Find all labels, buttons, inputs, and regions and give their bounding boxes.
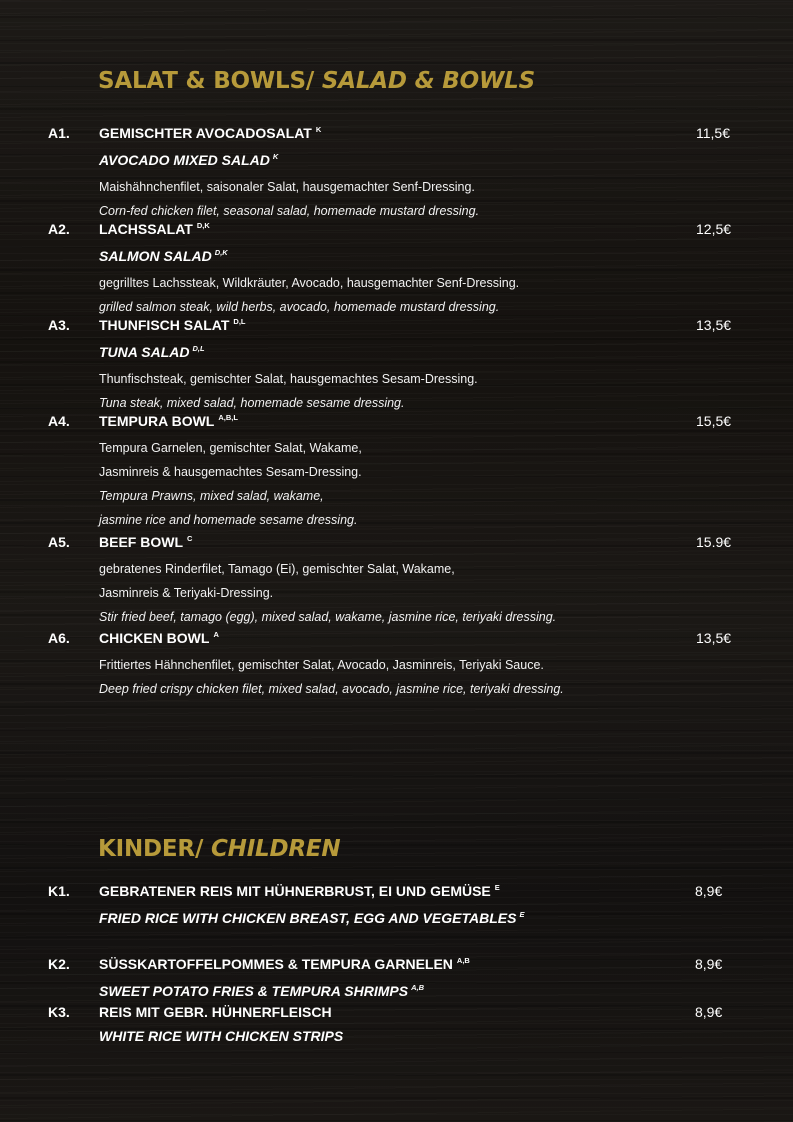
item-price: 13,5€ (696, 317, 732, 333)
item-name: GEBRATENER REIS MIT HÜHNERBRUST, EI UND GEMÜSE $^E$ (99, 883, 500, 899)
menu-item-a4 (0, 409, 793, 532)
item-name: LACHSSALAT $^{D,K}$ (99, 221, 210, 237)
allergen-codes: D,K (214, 248, 228, 257)
item-name: GEMISCHTER AVOCADOSALAT $^K$ (99, 125, 322, 141)
item-price: 13,5€ (696, 630, 732, 646)
item-code: K2. (48, 956, 70, 972)
item-description-en: Corn-fed chicken filet, seasonal salad, homemade mustard dressing. (99, 204, 480, 218)
item-description: gebratenes Rinderfilet, Tamago (Ei), gemischter Salat, Wakame, (99, 562, 455, 576)
allergen-codes: E (494, 883, 500, 892)
item-code: K1. (48, 883, 70, 899)
allergen-codes: D,L (233, 317, 246, 326)
allergen-codes: K (315, 125, 322, 134)
allergen-codes: A,B (456, 956, 470, 965)
item-price: 12,5€ (696, 221, 732, 237)
menu-item-a1 (0, 121, 793, 223)
item-price: 8,9€ (695, 883, 723, 899)
item-price: 8,9€ (695, 1004, 723, 1020)
item-price: 11,5€ (696, 125, 730, 141)
allergen-codes: D,L (192, 344, 205, 353)
section-title-de: SALAT & BOWLS/ (98, 68, 315, 94)
item-name: SÜSSKARTOFFELPOMMES & TEMPURA GARNELEN $^{A,B}$ (99, 956, 470, 972)
section-heading-salad-bowls (98, 68, 535, 94)
item-description: Jasminreis & hausgemachtes Sesam-Dressing. (99, 465, 362, 479)
item-name-en: SWEET POTATO FRIES & TEMPURA SHRIMPS $^{A,B}$ (99, 983, 424, 999)
item-description: gegrilltes Lachssteak, Wildkräuter, Avocado, hausgemachter Senf-Dressing. (99, 276, 520, 290)
item-name: BEEF BOWL $^C$ (99, 534, 193, 550)
item-code: A3. (48, 317, 70, 333)
menu-item-a3 (0, 313, 793, 415)
item-name-en: AVOCADO MIXED SALAD $^K$ (99, 152, 279, 168)
menu-item-a6 (0, 626, 793, 701)
allergen-codes: E (519, 910, 525, 919)
menu-item-k2 (0, 952, 793, 1006)
item-description-en: Tempura Prawns, mixed salad, wakame, (99, 489, 324, 503)
menu-item-k3 (0, 1000, 793, 1048)
allergen-codes: K (272, 152, 279, 161)
item-description: Maishähnchenfilet, saisonaler Salat, hausgemachter Senf-Dressing. (99, 180, 475, 194)
menu-item-a2 (0, 217, 793, 319)
section-heading-children (98, 836, 340, 862)
item-description-en: grilled salmon steak, wild herbs, avocado, homemade mustard dressing. (99, 300, 500, 314)
item-name: REIS MIT GEBR. HÜHNERFLEISCH (99, 1004, 332, 1020)
item-description-en: Tuna steak, mixed salad, homemade sesame dressing. (99, 396, 405, 410)
item-name-en: SALMON SALAD $^{D,K}$ (99, 248, 228, 264)
item-name: CHICKEN BOWL $^A$ (99, 630, 219, 646)
item-description-en: jasmine rice and homemade sesame dressing. (99, 513, 358, 527)
item-code: A1. (48, 125, 70, 141)
item-code: K3. (48, 1004, 70, 1020)
item-price: 15.9€ (696, 534, 732, 550)
section-title-en: SALAD & BOWLS (321, 68, 535, 94)
allergen-codes: C (187, 534, 193, 543)
allergen-codes: A (213, 630, 219, 639)
menu-item-k1 (0, 879, 793, 933)
item-name-en: FRIED RICE WITH CHICKEN BREAST, EGG AND VEGETABLES $^E$ (99, 910, 525, 926)
item-name-en: TUNA SALAD $^{D,L}$ (99, 344, 205, 360)
allergen-codes: A,B (411, 983, 424, 992)
item-description: Thunfischsteak, gemischter Salat, hausgemachtes Sesam-Dressing. (99, 372, 478, 386)
item-description-en: Deep fried crispy chicken filet, mixed salad, avocado, jasmine rice, teriyaki dressing. (99, 682, 564, 696)
menu-item-a5 (0, 530, 793, 629)
item-name-en: WHITE RICE WITH CHICKEN STRIPS (99, 1028, 344, 1044)
item-description-en: Stir fried beef, tamago (egg), mixed salad, wakame, jasmine rice, teriyaki dressing. (99, 610, 557, 624)
item-name: THUNFISCH SALAT $^{D,L}$ (99, 317, 246, 333)
item-price: 8,9€ (695, 956, 723, 972)
allergen-codes: A,B,L (218, 413, 238, 422)
item-code: A6. (48, 630, 70, 646)
item-description: Tempura Garnelen, gemischter Salat, Wakame, (99, 441, 362, 455)
item-code: A4. (48, 413, 70, 429)
section-title-de: KINDER/ (98, 836, 204, 862)
item-name: TEMPURA BOWL $^{A,B,L}$ (99, 413, 238, 429)
item-code: A5. (48, 534, 70, 550)
allergen-codes: D,K (196, 221, 210, 230)
section-title-en: CHILDREN (210, 836, 341, 862)
item-price: 15,5€ (696, 413, 732, 429)
item-description: Frittiertes Hähnchenfilet, gemischter Salat, Avocado, Jasminreis, Teriyaki Sauce. (99, 658, 544, 672)
item-description: Jasminreis & Teriyaki-Dressing. (99, 586, 274, 600)
item-code: A2. (48, 221, 70, 237)
